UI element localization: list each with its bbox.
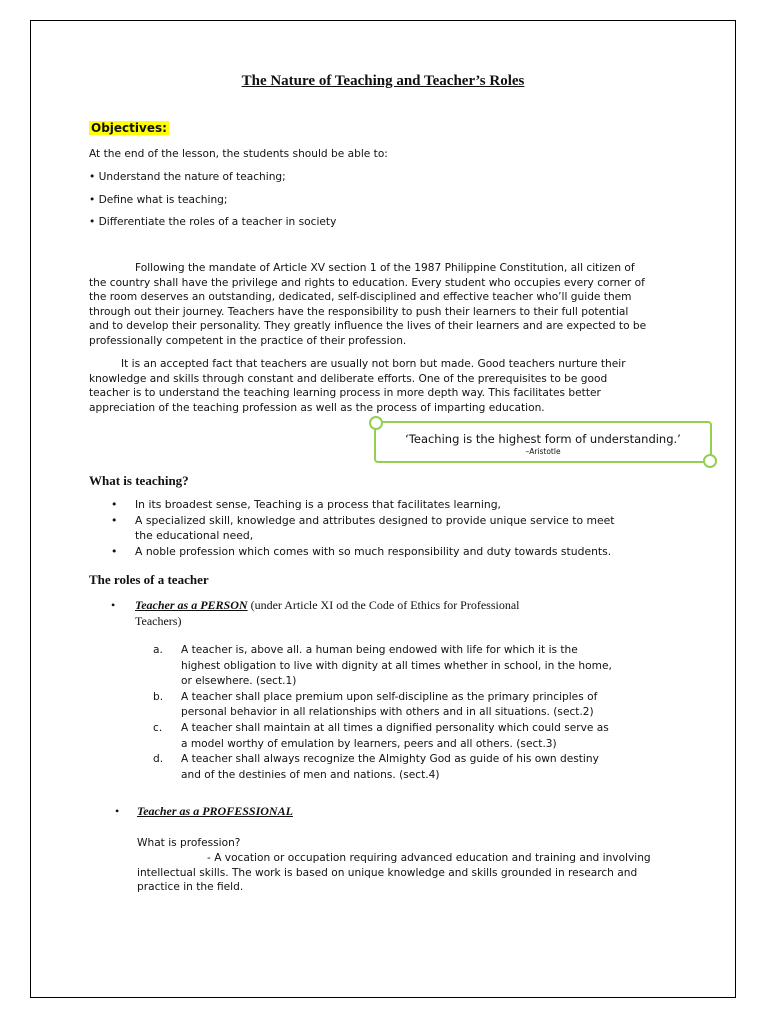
objective-item: • Understand the nature of teaching;: [89, 171, 286, 183]
profession-definition: - A vocation or occupation requiring advanced education and training and involving intellectual skills. The work is based on unique knowledge and skills grounded in research and practice in the field.: [137, 852, 651, 894]
profession-question: What is profession?: [137, 837, 241, 849]
scroll-curl: [703, 454, 717, 468]
document-title: The Nature of Teaching and Teacher’s Roles: [241, 73, 525, 89]
quote-text: ‘Teaching is the highest form of understanding.’: [405, 432, 681, 446]
objective-item: • Differentiate the roles of a teacher in society: [89, 216, 337, 228]
list-item: b. A teacher shall place premium upon self-discipline as the primary principles of personal behavior in all relationships with others and in all situations. (sect.2): [153, 690, 598, 719]
person-duties-list: [153, 643, 673, 783]
role-person-heading: • Teacher as a PERSON (under Article XI od the Code of Ethics for Professional Teachers): [111, 598, 520, 628]
quote-scroll: [374, 421, 712, 463]
bullet: •: [115, 804, 120, 818]
paragraph-teachers-made: It is an accepted fact that teachers are usually not born but made. Good teachers nurture their knowledge and skills through constant and deliberate efforts. One of the prerequisites to be good teacher is to understand the teaching learning process in more depth way. This facilitates better appreciation of the teaching profession as well as the process of imparting education.: [89, 358, 626, 414]
role-professional-title: Teacher as a PROFESSIONAL: [137, 804, 293, 818]
objective-item: • Define what is teaching;: [89, 194, 228, 206]
bullet: •: [111, 598, 116, 612]
list-item: • In its broadest sense, Teaching is a process that facilitates learning,: [111, 498, 501, 511]
role-person-title: Teacher as a PERSON: [135, 598, 248, 612]
list-item: a. A teacher is, above all. a human being endowed with life for which it is the highest obligation to live with dignity at all times whether in school, in the home, or elsewhere. (sect.1): [153, 644, 612, 688]
objectives-intro: At the end of the lesson, the students should be able to:: [89, 148, 388, 160]
heading-what-is-teaching: What is teaching?: [89, 473, 189, 488]
teaching-definition-list: [111, 497, 711, 559]
list-item: c. A teacher shall maintain at all times a dignified personality which could serve as a model worthy of emulation by learners, peers and all others. (sect.3): [153, 721, 609, 750]
scroll-curl: [369, 416, 383, 430]
list-item: • A noble profession which comes with so much responsibility and duty towards students.: [111, 544, 612, 558]
heading-roles-of-teacher: The roles of a teacher: [89, 572, 209, 587]
paragraph-constitution: Following the mandate of Article XV section 1 of the 1987 Philippine Constitution, all citizen of the country shall have the privilege and rights to education. Every student who occupies every corner of the room deserves an outstanding, dedicated, self-disciplined and effective teacher who’ll guide them through out their journey. Teachers have the responsibility to push their learners to their full potential and to develop their personality. They greatly influence the lives of their learners and are expected to be professionally competent in the practice of their profession.: [89, 262, 647, 347]
objectives-label: Objectives:: [91, 121, 167, 135]
list-item: • A specialized skill, knowledge and attributes designed to provide unique service to meet the educational need,: [111, 513, 615, 542]
role-professional-heading: [115, 804, 293, 819]
quote-author: –Aristotle: [525, 447, 561, 456]
list-item: d. A teacher shall always recognize the Almighty God as guide of his own destiny and of the destinies of men and nations. (sect.4): [153, 753, 599, 781]
document-page: [30, 20, 736, 998]
